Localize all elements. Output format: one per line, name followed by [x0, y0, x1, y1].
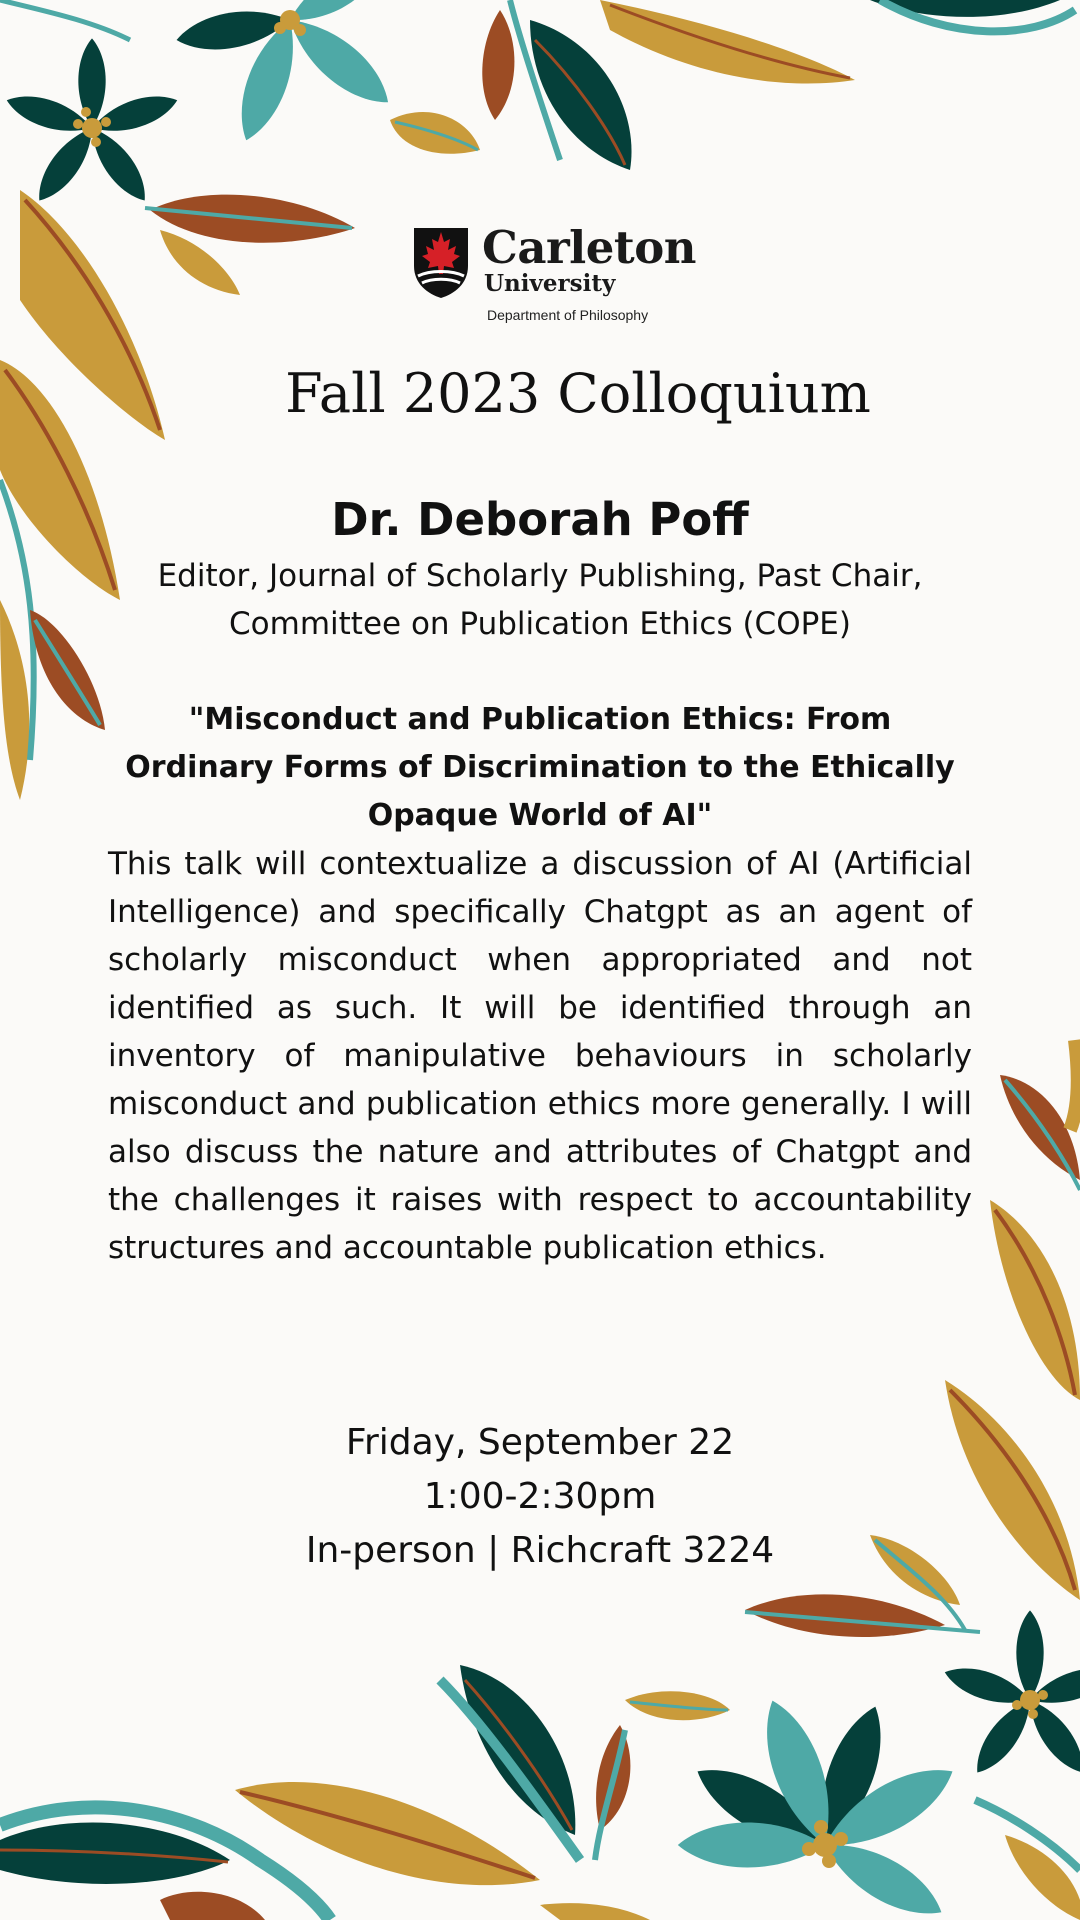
feather-leaf-bottom: [235, 1782, 540, 1885]
talk-title-line: Opaque World of AI": [367, 798, 713, 833]
affiliation-line: Editor, Journal of Scholarly Publishing, Past Chair,: [157, 558, 923, 594]
mustard-feather-top: [600, 0, 855, 83]
logo-subname: University: [484, 270, 616, 297]
mustard-leaf-top: [390, 112, 480, 154]
rust-leaf-right: [1000, 1075, 1080, 1180]
logo-wordmark: Carleton: [482, 221, 696, 274]
feather-leaf-left-3: [0, 600, 29, 800]
event-date: Friday, September 22: [345, 1422, 735, 1463]
dark-leaf-bottom-left: [0, 1823, 230, 1884]
bottom-flower-cluster: [0, 1535, 1080, 1920]
speaker-name: Dr. Deborah Poff: [331, 493, 749, 546]
rust-leaf-bottom-1: [745, 1594, 945, 1637]
dark-leaf-top: [530, 20, 632, 170]
event-venue: In-person | Richcraft 3224: [305, 1530, 775, 1571]
talk-abstract: This talk will contextualize a discussion of AI (Artificial Intelligence) and specifically Chatgpt as an agent of scholarly misconduct when appropriated and not identified as such. It will be identified through an inventory of manipulative behaviours in scholarly misconduct and publication ethics more generally. I will also discuss the nature and attributes of Chatgpt and the challenges it raises with respect to accountability structures and accountable publication ethics.: [108, 846, 972, 1266]
mustard-leaf-mid: [160, 230, 240, 295]
rust-leaf-top: [482, 10, 514, 120]
event-time: 1:00-2:30pm: [423, 1476, 657, 1517]
talk-title-line: "Misconduct and Publication Ethics: From: [188, 702, 892, 737]
rust-leaf-mid: [150, 195, 355, 243]
speaker-affiliation: [100, 552, 980, 648]
university-logo: [412, 221, 696, 326]
talk-title: [100, 696, 980, 840]
department-name: Department of Philosophy: [487, 307, 649, 323]
dark-leaf-bottom: [460, 1665, 575, 1835]
mustard-leaf-bottom-2: [625, 1691, 730, 1720]
mustard-leaf-bottom-right: [1005, 1835, 1080, 1920]
rust-leaf-bottom-left: [160, 1892, 265, 1920]
affiliation-line: Committee on Publication Ethics (COPE): [229, 606, 851, 642]
talk-title-line: Ordinary Forms of Discrimination to the Ethically: [125, 750, 955, 785]
event-series-title: Fall 2023 Colloquium: [285, 362, 871, 425]
dark-leaf-topright: [870, 0, 1060, 17]
rust-leaf-left: [30, 610, 105, 730]
rust-leaf-bottom-2: [596, 1725, 630, 1830]
maple-leaf-shield-icon: [412, 226, 470, 300]
feather-leaf-right-1: [990, 1200, 1080, 1400]
